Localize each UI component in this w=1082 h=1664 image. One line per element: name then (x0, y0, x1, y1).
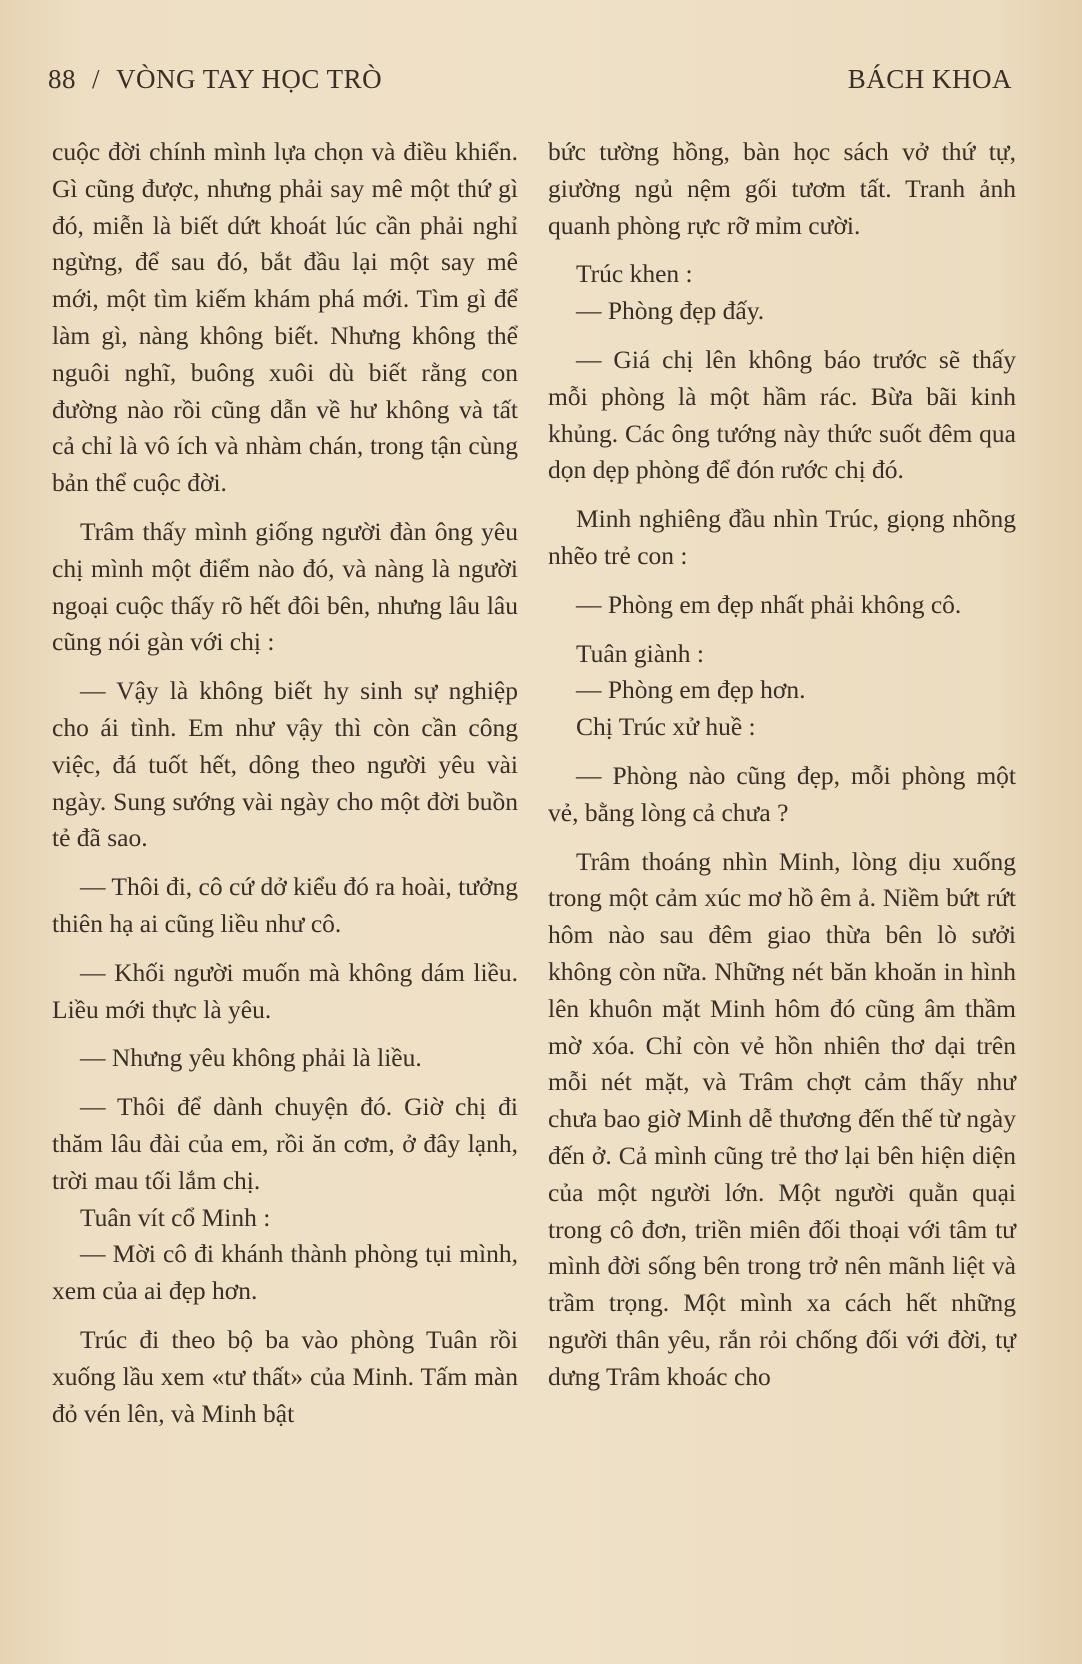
page-header (48, 64, 1012, 104)
magazine-title: BÁCH KHOA (847, 64, 1012, 94)
dialogue-line: — Thôi để dành chuyện đó. Giờ chị đi thăm lâu đài của em, rồi ăn cơm, ở đây lạnh, trời mau tối lắm chị. (52, 1092, 518, 1195)
paragraph: Chị Trúc xử huề : (576, 712, 756, 742)
paragraph: bức tường hồng, bàn học sách vở thứ tự, giường ngủ nệm gối tươm tất. Tranh ảnh quanh phòng rực rỡ mỉm cười. (548, 137, 1016, 240)
page-number: 88 (48, 64, 76, 94)
paragraph: Trúc khen : (576, 259, 693, 289)
dialogue-line: — Khối người muốn mà không dám liều. Liều mới thực là yêu. (52, 957, 518, 1024)
paragraph: Trâm thoáng nhìn Minh, lòng dịu xuống trong một cảm xúc mơ hồ êm ả. Niềm bứt rứt hôm nào sau đêm giao thừa bên lò sưởi không còn nữa. Những nét băn khoăn in hình lên khuôn mặt Minh hôm đó cũng âm thầm mờ xóa. Chỉ còn vẻ hồn nhiên thơ dại trên mỗi nét mặt, và Trâm chợt cảm thấy như chưa bao giờ Minh dễ thương đến thế từ ngày đến ở. Cả mình cũng trẻ thơ lại bên hiện diện của một người lớn. Một người quằn quại trong cô đơn, triền miên đối thoại với tâm tư mình đời sống bên trong trở nên mãnh liệt và trầm trọng. Một mình xa cách hết những người thân yêu, rắn rỏi chống đối với đời, tự dưng Trâm khoác cho (548, 846, 1016, 1391)
dialogue-line: — Vậy là không biết hy sinh sự nghiệp cho ái tình. Em như vậy thì còn cần công việc, đá tuốt hết, dông theo người yêu vài ngày. Sung sướng vài ngày cho một đời buồn tẻ đã sao. (52, 676, 518, 853)
dialogue-line: — Phòng em đẹp hơn. (576, 675, 806, 705)
left-column (52, 134, 518, 1432)
dialogue-line: — Phòng đẹp đấy. (576, 296, 765, 326)
dialogue-line: — Thôi đi, cô cứ dở kiểu đó ra hoài, tưởng thiên hạ ai cũng liều như cô. (52, 872, 518, 938)
paragraph: Minh nghiêng đầu nhìn Trúc, giọng nhõng nhẽo trẻ con : (548, 504, 1016, 570)
paragraph: Trâm thấy mình giống người đàn ông yêu chị mình một điểm nào đó, và nàng là người ngoại cuộc thấy rõ hết đôi bên, nhưng lâu lâu cũng nói gàn với chị : (52, 516, 518, 657)
paragraph: Trúc đi theo bộ ba vào phòng Tuân rồi xuống lầu xem «tư thất» của Minh. Tấm màn đỏ vén lên, và Minh bật (52, 1324, 518, 1428)
paragraph: Tuân vít cổ Minh : (80, 1202, 271, 1232)
dialogue-line: — Phòng nào cũng đẹp, mỗi phòng một vẻ, bằng lòng cả chưa ? (548, 760, 1016, 827)
section-title: VÒNG TAY HỌC TRÒ (116, 64, 383, 94)
right-column (548, 134, 1016, 1396)
header-left (48, 64, 382, 95)
paragraph: cuộc đời chính mình lựa chọn và điều khiển. Gì cũng được, nhưng phải say mê một thứ gì đó, miễn là biết dứt khoát lúc cần phải nghỉ ngừng, để sau đó, bắt đầu lại một say mê mới, một tìm kiếm khám phá mới. Tìm gì để làm gì, nàng không biết. Nhưng không thể nguôi nghĩ, buông xuôi dù biết rằng con đường nào rồi cũng dẫn về hư không và tất cả chỉ là vô ích và nhàm chán, trong tận cùng bản thể cuộc đời. (52, 137, 518, 498)
paragraph: Tuân giành : (576, 638, 704, 668)
header-separator: / (92, 64, 101, 94)
dialogue-line: — Phòng em đẹp nhất phải không cô. (576, 589, 962, 619)
dialogue-line: — Nhưng yêu không phải là liều. (80, 1043, 422, 1073)
dialogue-line: — Giá chị lên không báo trước sẽ thấy mỗi phòng là một hầm rác. Bừa bãi kinh khủng. Các ông tướng này thức suốt đêm qua dọn dẹp phòng để đón rước chị đó. (548, 344, 1016, 485)
dialogue-line: — Mời cô đi khánh thành phòng tụi mình, xem của ai đẹp hơn. (52, 1239, 518, 1306)
